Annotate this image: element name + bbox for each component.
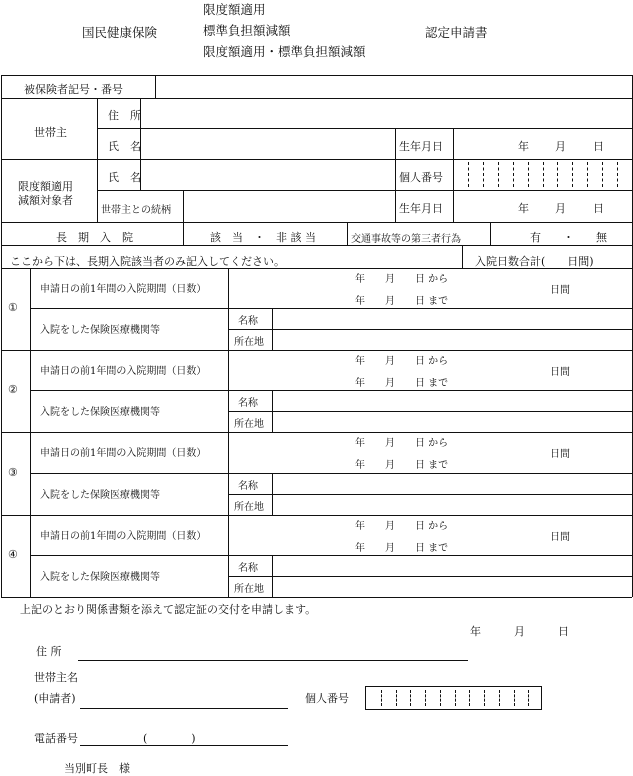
period-days: 日間	[550, 532, 570, 543]
table-vline	[490, 222, 491, 245]
personal-number-digit-divider	[557, 162, 558, 187]
personal-number-digit-divider	[602, 162, 603, 187]
footer-personal-number-digit-divider	[469, 690, 470, 706]
personal-number-digit-divider	[483, 162, 484, 187]
target-birth-month: 月	[555, 202, 566, 215]
institution-location-label: 所在地	[234, 584, 264, 595]
section-label-divider	[228, 515, 229, 597]
relation-label: 世帯主との続柄	[101, 205, 171, 216]
form-type-label: 国民健康保険	[82, 25, 158, 40]
insured-number-label: 被保険者記号・番号	[24, 83, 123, 96]
section-number-divider	[30, 350, 31, 432]
institution-label: 入院をした保険医療機関等	[40, 325, 160, 336]
section-number: ④	[8, 548, 18, 561]
target-birth-day: 日	[593, 202, 604, 215]
section-mid	[30, 308, 632, 309]
phone-label: 電話番号	[34, 732, 78, 745]
period-days: 日間	[550, 285, 570, 296]
phone-paren: ( )	[143, 732, 196, 745]
name-location-divider	[228, 329, 632, 330]
personal-number-digit-divider	[468, 162, 469, 187]
householder-label: 世帯主	[34, 126, 67, 139]
personal-number-box	[365, 686, 542, 710]
footer-personal-number-digit-divider	[455, 690, 456, 706]
section-label-divider	[228, 350, 229, 432]
institution-label: 入院をした保険医療機関等	[40, 407, 160, 418]
period-from: 年 月 日 から	[355, 356, 449, 367]
table-hline	[1, 98, 632, 99]
institution-location-label: 所在地	[234, 502, 264, 513]
footer-address-label: 住 所	[36, 645, 62, 658]
name-value-divider	[272, 308, 273, 350]
long-stay-options: 該 当 ・ 非 該 当	[210, 231, 316, 244]
period-from: 年 月 日 から	[355, 521, 449, 532]
footer-personal-number-digit-divider	[499, 690, 500, 706]
section-number: ③	[8, 465, 18, 479]
householder-underline	[80, 708, 288, 709]
phone-underline	[80, 745, 288, 746]
householder-birth-year: 年	[518, 140, 529, 153]
section-bottom	[1, 432, 632, 433]
table-hline	[1, 245, 632, 246]
personal-number-digit-divider	[528, 162, 529, 187]
long-stay-note: ここから下は、長期入院該当者のみ記入してください。	[10, 255, 285, 268]
footer-personal-number-digit-divider	[396, 690, 397, 706]
section-number-divider	[30, 515, 31, 597]
statement: 上記のとおり関係書類を添えて認定証の交付を申請します。	[20, 603, 317, 616]
period-to: 年 月 日 まで	[355, 460, 449, 471]
institution-location-label: 所在地	[234, 337, 264, 348]
name-location-divider	[228, 576, 632, 577]
footer-personal-number-digit-divider	[410, 690, 411, 706]
householder-birthdate-label: 生年月日	[399, 140, 443, 153]
institution-location-label: 所在地	[234, 419, 264, 430]
option-combined: 限度額適用・標準負担額減額	[203, 44, 366, 59]
section-bottom	[1, 515, 632, 516]
period-to: 年 月 日 まで	[355, 378, 449, 389]
period-days: 日間	[550, 449, 570, 460]
table-vline	[395, 128, 396, 159]
institution-name-label: 名称	[238, 563, 258, 574]
footer-personal-number-digit-divider	[425, 690, 426, 706]
third-party-options: 有 ・ 無	[530, 231, 607, 244]
table-vline	[395, 159, 396, 222]
section-mid	[30, 555, 632, 556]
addressee: 当別町長 様	[64, 762, 130, 775]
third-party-label: 交通事故等の第三者行為	[351, 234, 461, 245]
target-label-line2: 減額対象者	[18, 194, 73, 207]
option-limit-amount: 限度額適用	[203, 2, 266, 17]
footer-personal-number-digit-divider	[514, 690, 515, 706]
table-vline	[453, 159, 454, 222]
householder-birth-month: 月	[555, 140, 566, 153]
option-standard-reduction: 標準負担額減額	[203, 23, 291, 38]
personal-number-digit-divider	[543, 162, 544, 187]
section-number: ①	[8, 301, 18, 314]
table-hline	[97, 128, 632, 129]
name-value-divider	[272, 555, 273, 597]
table-vline	[183, 190, 184, 222]
target-label-line1: 限度額適用	[18, 180, 73, 193]
footer-householder-label: 世帯主名	[34, 671, 78, 684]
name-value-divider	[272, 473, 273, 515]
institution-label: 入院をした保険医療機関等	[40, 490, 160, 501]
target-birthdate-label: 生年月日	[399, 202, 443, 215]
table-hline	[97, 190, 632, 191]
target-name-label: 氏 名	[108, 171, 141, 184]
householder-address-label: 住 所	[108, 109, 141, 122]
personal-number-digit-divider	[617, 162, 618, 187]
section-label-divider	[228, 268, 229, 350]
table-hline	[1, 222, 632, 223]
period-label: 申請日の前1年間の入院期間（日数）	[40, 284, 207, 295]
institution-name-label: 名称	[238, 316, 258, 327]
section-bottom	[1, 597, 632, 598]
institution-name-label: 名称	[238, 398, 258, 409]
period-from: 年 月 日 から	[355, 438, 449, 449]
period-days: 日間	[550, 367, 570, 378]
table-vline	[462, 245, 463, 268]
table-vline	[183, 222, 184, 245]
period-to: 年 月 日 まで	[355, 296, 449, 307]
footer-personal-number-digit-divider	[484, 690, 485, 706]
table-top	[1, 75, 632, 76]
target-birth-year: 年	[518, 202, 529, 215]
personal-number-digit-divider	[572, 162, 573, 187]
period-label: 申請日の前1年間の入院期間（日数）	[40, 448, 207, 459]
personal-number-digit-divider	[587, 162, 588, 187]
period-label: 申請日の前1年間の入院期間（日数）	[40, 531, 207, 542]
name-value-divider	[272, 390, 273, 432]
table-vline	[453, 128, 454, 159]
personal-number-digit-divider	[513, 162, 514, 187]
personal-number-digit-divider	[498, 162, 499, 187]
householder-birth-day: 日	[593, 140, 604, 153]
section-number-divider	[30, 268, 31, 350]
long-stay-label: 長 期 入 院	[56, 231, 133, 244]
applicant-label: (申請者)	[34, 692, 76, 705]
table-vline	[97, 98, 98, 222]
application-date: 年 月 日	[470, 625, 569, 638]
total-days: 入院日数合計( 日間)	[475, 255, 594, 268]
name-location-divider	[228, 494, 632, 495]
institution-label: 入院をした保険医療機関等	[40, 572, 160, 583]
table-hline	[1, 159, 632, 160]
footer-personal-number-digit-divider	[381, 690, 382, 706]
institution-name-label: 名称	[238, 481, 258, 492]
footer-personal-number-digit-divider	[528, 690, 529, 706]
table-vline	[155, 75, 156, 98]
section-number: ②	[8, 383, 18, 396]
table-left	[1, 75, 2, 597]
address-underline	[78, 660, 468, 661]
section-mid	[30, 473, 632, 474]
section-mid	[30, 390, 632, 391]
householder-name-label: 氏 名	[108, 140, 141, 153]
name-location-divider	[228, 411, 632, 412]
footer-personal-number-digit-divider	[440, 690, 441, 706]
period-label: 申請日の前1年間の入院期間（日数）	[40, 366, 207, 377]
target-personal-number-label: 個人番号	[399, 171, 443, 184]
section-bottom	[1, 350, 632, 351]
footer-personal-number-label: 個人番号	[305, 692, 349, 705]
period-from: 年 月 日 から	[355, 274, 449, 285]
table-vline	[347, 222, 348, 245]
period-to: 年 月 日 まで	[355, 543, 449, 554]
form-title: 認定申請書	[425, 25, 488, 40]
